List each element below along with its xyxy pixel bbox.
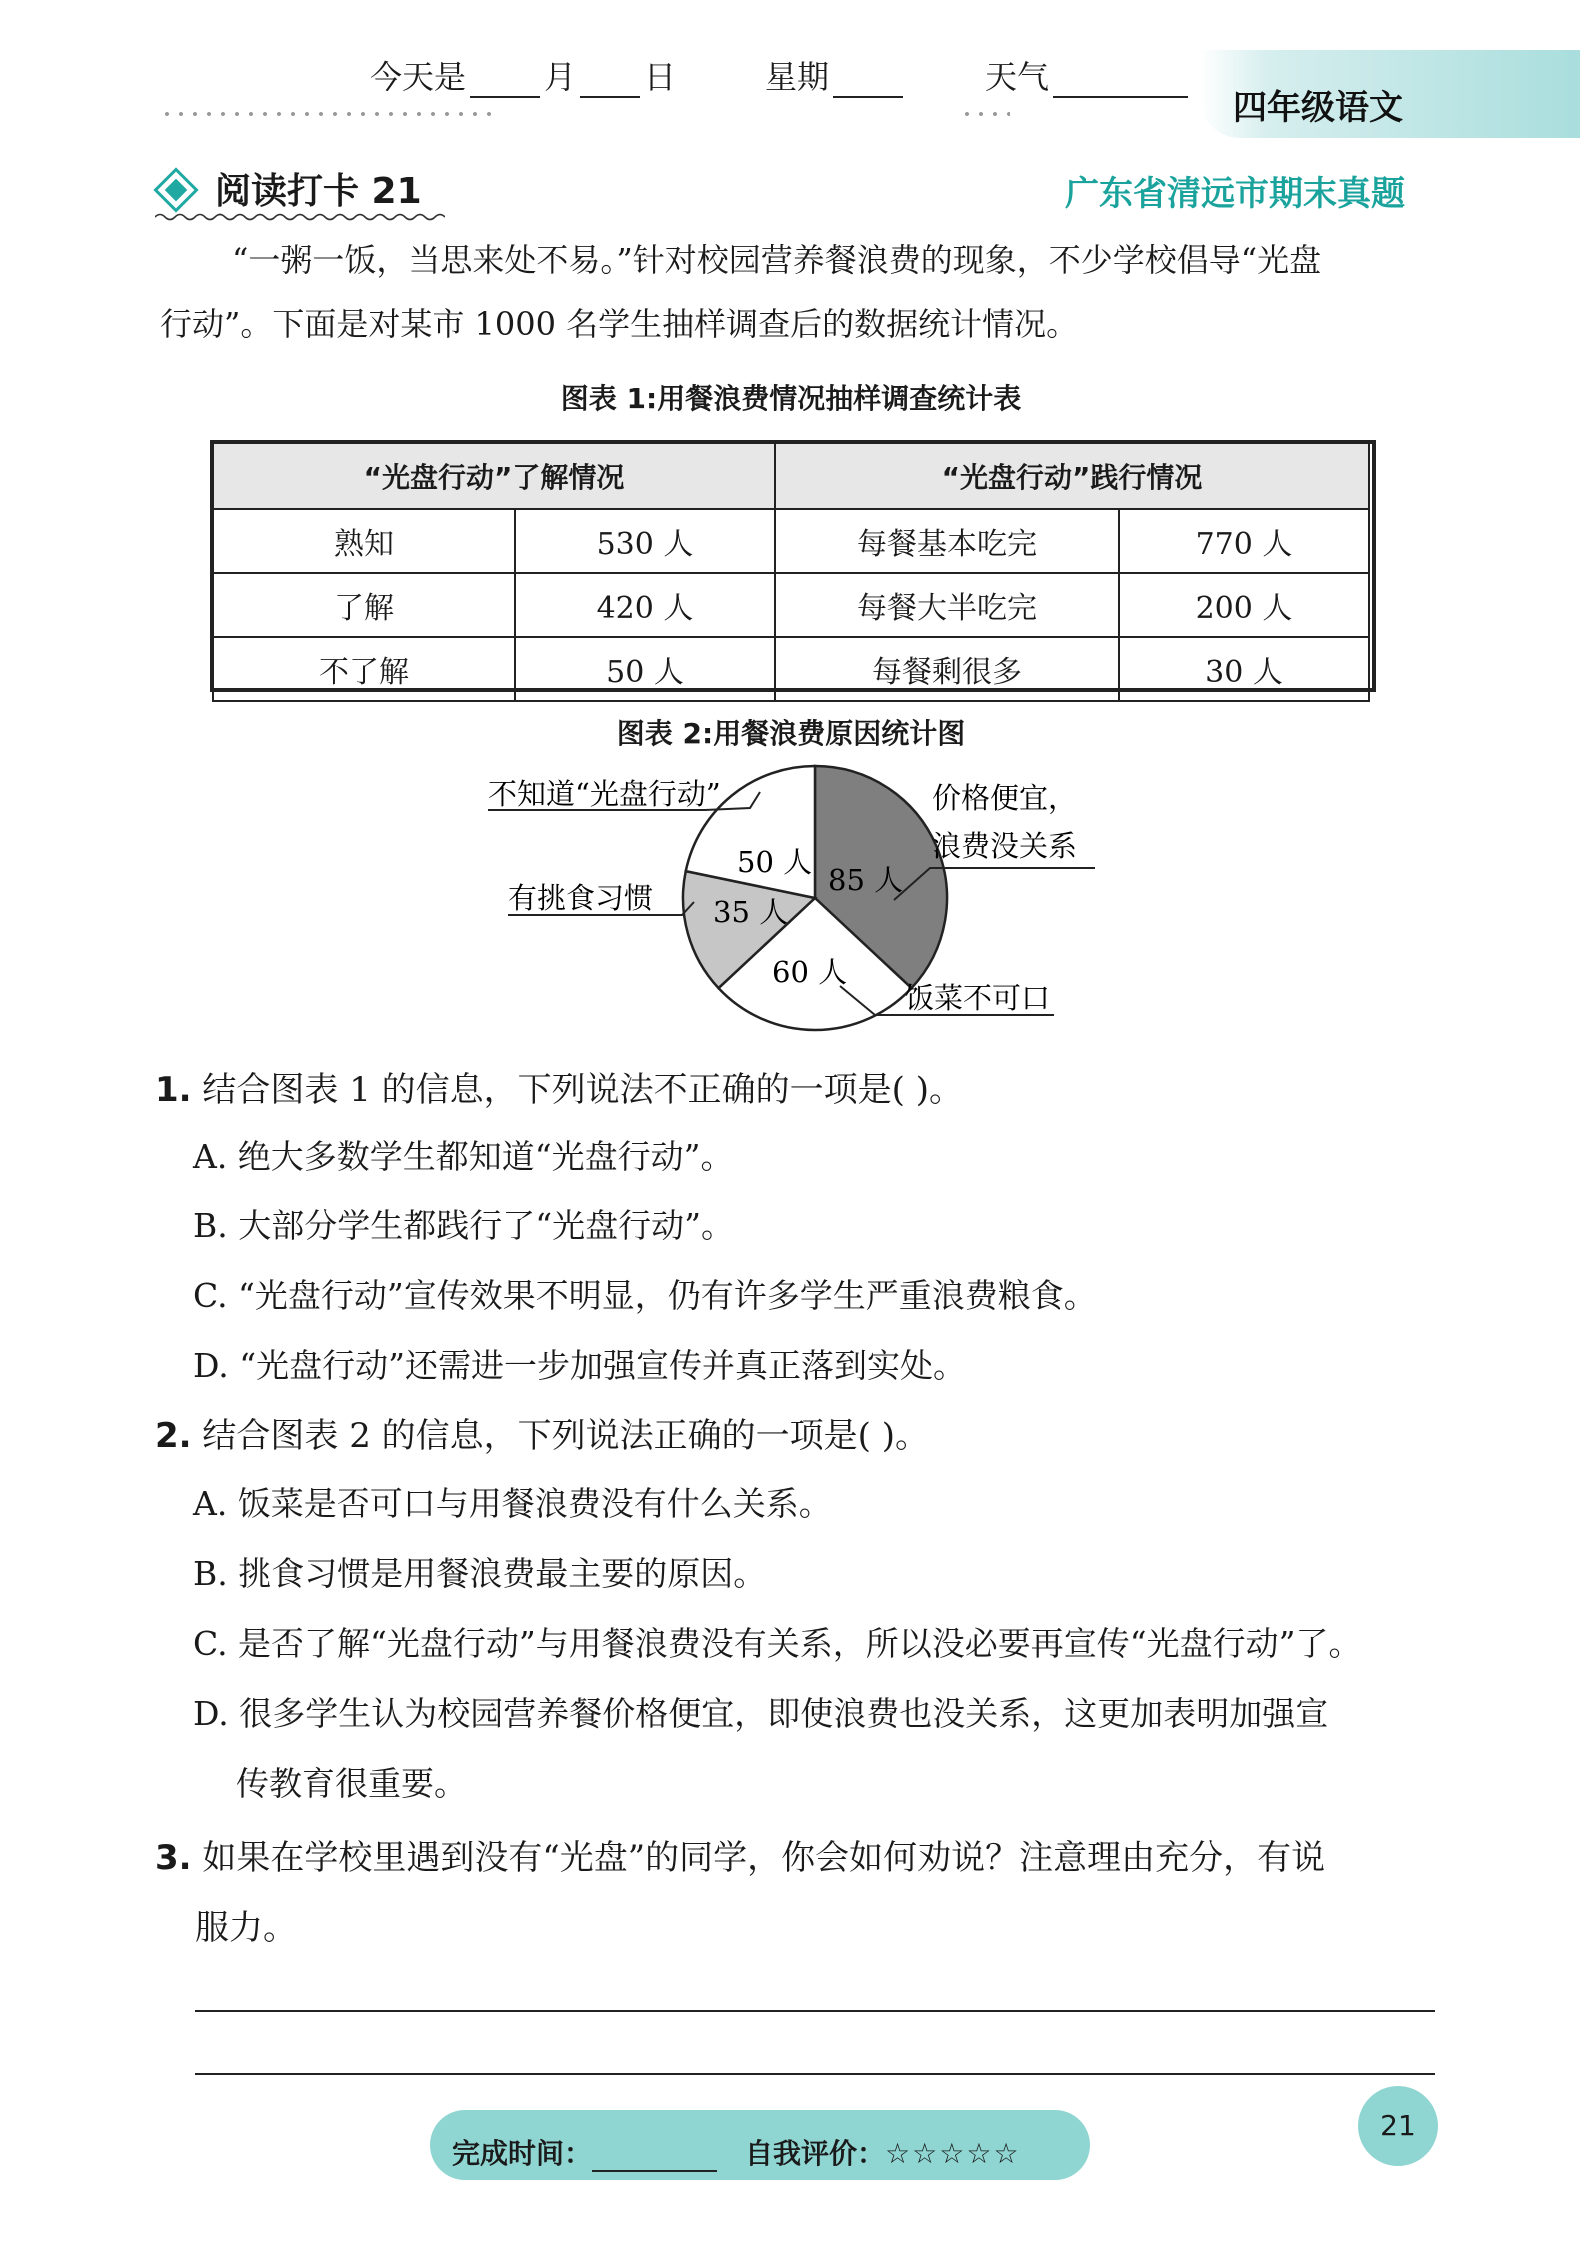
date-line bbox=[370, 52, 676, 98]
q2-option-b[interactable]: B. 挑食习惯是用餐浪费最主要的原因。 bbox=[193, 1554, 767, 1593]
star-rating[interactable]: ☆☆☆☆☆ bbox=[885, 2137, 1021, 2170]
table-cell: 了解 bbox=[213, 573, 515, 637]
dotted-divider-right bbox=[960, 112, 1010, 116]
table-cell: 熟知 bbox=[213, 509, 515, 573]
label-picky: 有挑食习惯 bbox=[508, 881, 654, 915]
intro-line-2: 行动”。下面是对某市 1000 名学生抽样调查后的数据统计情况。 bbox=[160, 305, 1079, 343]
table-row bbox=[213, 637, 1369, 701]
month-label: 月 bbox=[544, 58, 577, 96]
chart-caption: 图表 2:用餐浪费原因统计图 bbox=[616, 717, 966, 750]
question-1-number: 1. bbox=[155, 1070, 192, 1110]
table1-caption: 图表 1:用餐浪费情况抽样调查统计表 bbox=[560, 382, 1022, 415]
weather-blank[interactable] bbox=[1053, 68, 1188, 98]
label-unknown: 不知道“光盘行动” bbox=[488, 777, 721, 811]
table-cell: 每餐基本吃完 bbox=[775, 509, 1119, 573]
question-1 bbox=[155, 1062, 963, 1111]
question-3-text: 如果在学校里遇到没有“光盘”的同学，你会如何劝说？注意理由充分，有说 bbox=[202, 1838, 1326, 1878]
intro-line-1: “一粥一饭，当思来处不易。”针对校园营养餐浪费的现象，不少学校倡导“光盘 bbox=[232, 241, 1322, 279]
q2-option-d[interactable]: D. 很多学生认为校园营养餐价格便宜，即使浪费也没关系，这更加表明加强宣 bbox=[193, 1694, 1329, 1733]
question-3-text-continued: 服力。 bbox=[195, 1908, 297, 1948]
weather-line bbox=[985, 52, 1192, 98]
table-cell: 50 人 bbox=[515, 637, 775, 701]
question-3-number: 3. bbox=[155, 1838, 192, 1878]
q2-option-d-continued: 传教育很重要。 bbox=[236, 1764, 467, 1803]
answer-line-1[interactable] bbox=[195, 2010, 1435, 2012]
weekday-label: 星期 bbox=[765, 58, 830, 96]
diamond-icon bbox=[153, 167, 198, 212]
q2-option-c[interactable]: C. 是否了解“光盘行动”与用餐浪费没有关系，所以没必要再宣传“光盘行动”了。 bbox=[193, 1624, 1362, 1663]
table-cell: 200 人 bbox=[1119, 573, 1369, 637]
question-2-text: 结合图表 2 的信息，下列说法正确的一项是( )。 bbox=[202, 1416, 929, 1456]
time-blank[interactable] bbox=[592, 2148, 717, 2172]
wavy-underline bbox=[155, 212, 445, 222]
weekday-line bbox=[765, 52, 907, 98]
value-label-taste: 60 人 bbox=[772, 955, 848, 989]
value-label-picky: 35 人 bbox=[713, 895, 789, 929]
table-row bbox=[213, 509, 1369, 573]
day-blank[interactable] bbox=[580, 68, 640, 98]
day-label: 日 bbox=[644, 58, 677, 96]
label-price-line2: 浪费没关系 bbox=[932, 829, 1078, 863]
table-row bbox=[213, 573, 1369, 637]
table-cell: 530 人 bbox=[515, 509, 775, 573]
section-title: 阅读打卡 21 bbox=[215, 171, 422, 212]
table-cell: 每餐大半吃完 bbox=[775, 573, 1119, 637]
survey-table bbox=[212, 442, 1370, 702]
grade-label: 四年级语文 bbox=[1233, 88, 1403, 128]
answer-line-2[interactable] bbox=[195, 2073, 1435, 2075]
q1-option-a[interactable]: A. 绝大多数学生都知道“光盘行动”。 bbox=[193, 1137, 734, 1176]
table-cell: 30 人 bbox=[1119, 637, 1369, 701]
value-label-unknown: 50 人 bbox=[737, 845, 813, 879]
q1-option-c[interactable]: C. “光盘行动”宣传效果不明显，仍有许多学生严重浪费粮食。 bbox=[193, 1276, 1097, 1315]
source-label: 广东省清远市期末真题 bbox=[1065, 174, 1405, 214]
time-label: 完成时间： bbox=[452, 2137, 593, 2170]
waste-reason-pie-chart bbox=[450, 760, 1130, 1050]
label-taste: 饭菜不可口 bbox=[905, 981, 1051, 1015]
table-cell: 每餐剩很多 bbox=[775, 637, 1119, 701]
q1-option-b[interactable]: B. 大部分学生都践行了“光盘行动”。 bbox=[193, 1206, 734, 1245]
question-3 bbox=[155, 1830, 1325, 1879]
table-cell: 420 人 bbox=[515, 573, 775, 637]
q2-option-a[interactable]: A. 饭菜是否可口与用餐浪费没有什么关系。 bbox=[193, 1484, 832, 1523]
table-cell: 不了解 bbox=[213, 637, 515, 701]
weather-label: 天气 bbox=[985, 58, 1050, 96]
question-1-text: 结合图表 1 的信息，下列说法不正确的一项是( )。 bbox=[202, 1070, 963, 1110]
table-header-row bbox=[213, 443, 1369, 509]
table-header-cell: “光盘行动”了解情况 bbox=[213, 443, 775, 509]
today-label: 今天是 bbox=[370, 58, 467, 96]
table-cell: 770 人 bbox=[1119, 509, 1369, 573]
page-number: 21 bbox=[1358, 2086, 1438, 2166]
value-label-price: 85 人 bbox=[828, 863, 904, 897]
label-price-line1: 价格便宜， bbox=[932, 781, 1078, 815]
footer-content bbox=[452, 2132, 1021, 2172]
weekday-blank[interactable] bbox=[833, 68, 903, 98]
table-header-cell: “光盘行动”践行情况 bbox=[775, 443, 1369, 509]
dotted-divider bbox=[160, 112, 500, 116]
question-2 bbox=[155, 1408, 929, 1457]
q1-option-d[interactable]: D. “光盘行动”还需进一步加强宣传并真正落到实处。 bbox=[193, 1346, 967, 1385]
month-blank[interactable] bbox=[470, 68, 540, 98]
question-2-number: 2. bbox=[155, 1416, 192, 1456]
eval-label: 自我评价： bbox=[745, 2137, 886, 2170]
